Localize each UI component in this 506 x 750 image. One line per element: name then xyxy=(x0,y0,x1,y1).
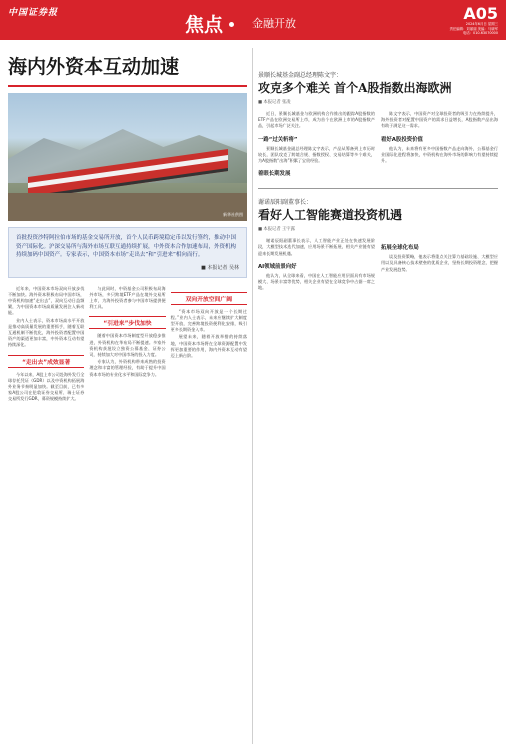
paragraph: 近年来，中国资本市场双向开放步伐不断加快。海外资本积极布局中国市场，中资机构加速“走出去”，双向互动日益频繁，为中国资本市场高质量发展注入新动能。 xyxy=(8,285,85,316)
lead-text: 首批投资沙特阿拉伯市场的基金交易所开放，首个人民币跨境稳定币以发行签约，推动中国资产国际化。沪深交易所与海外市场互联互通持续扩展，中外资本合作加速布局，外资机构持续加码中国资产。专家表示，中国资本市场“走出去”和“引进来”相向而行。 xyxy=(16,235,237,258)
section-heading: 双向开放空间广阔 xyxy=(171,292,247,305)
body-column xyxy=(89,286,165,404)
body-column xyxy=(381,238,498,292)
paragraph: 业内人士表示，资本市场高水平开放是推动高质量发展的重要抓手，随着互联互通机制不断优化，海外投资者配置中国资产的渠道更加丰富，中外资本互动有望持续深化。 xyxy=(8,317,85,348)
photo-credit: 新华社供图 xyxy=(223,212,243,217)
section-title xyxy=(185,10,240,37)
paragraph: 他认为，未来将有更多中国指数产品走向海外，公募基金行业国际化进程将加快，中资机构在海外市场的影响力有望持续提升。 xyxy=(381,145,498,164)
paragraph: 景顺长城基金副总经理陈文宇表示，产品从筹备到上市历时较长，团队攻克了跨境合规、指数授权、交易结算等多个难关，为A股指数“出海”积累了宝贵经验。 xyxy=(258,145,375,164)
railway-track xyxy=(8,193,247,221)
body-column xyxy=(258,111,375,180)
body-columns xyxy=(258,111,498,180)
body-column xyxy=(258,238,375,292)
header-meta-line: 电话：010-63070000 xyxy=(462,31,498,35)
paragraph: 专家认为，外资机构带来成熟的投资理念和丰富的管理经验，有助于提升中国资本市场的专业化水平和国际竞争力。 xyxy=(89,359,166,377)
article-subtitle: 谢诺辰阳副董事长： xyxy=(258,199,313,207)
page-number: A05 xyxy=(463,4,498,23)
paragraph: 今年以来，A股上市公司赴海外发行全球存托凭证（GDR）以及中资机构拓展海外业务节奏明显加快。截至目前，已有多家A股公司在伦敦证券交易所、瑞士证券交易所发行GDR，募资规模持续扩大。 xyxy=(8,371,85,402)
body-columns xyxy=(8,286,247,404)
page-header xyxy=(0,0,506,40)
section-heading: 看好A股投资价值 xyxy=(381,136,423,143)
right-column xyxy=(258,70,498,292)
paragraph: 谢诺辰阳副董事长表示，人工智能产业正处在快速发展阶段，大模型技术迭代加速，应用场景不断拓展，相关产业链有望迎来长期发展机遇。 xyxy=(258,238,375,256)
paragraph: 他认为，从全球来看，中国在人工智能应用层面具有市场规模大、场景丰富等优势，相关企业有望在全球竞争中占据一席之地。 xyxy=(258,272,375,291)
section-heading: 着眼长期发展 xyxy=(258,171,291,178)
right-article-1 xyxy=(258,70,498,180)
header-meta-line: 责任编辑：刘丽丽 美编：马晓军 xyxy=(449,26,498,31)
paragraph: 陈文宇表示，中国资产对全球投资者的吸引力在持续提升，海外投资者对配置中国资产的需求日益增长，A股指数产品出海有助于满足这一需求。 xyxy=(381,111,498,129)
paragraph: 与此同时，中资基金公司积极布局海外市场，多只跨境ETF产品在境外交易所上市，为海外投资者参与中国市场提供便利工具。 xyxy=(89,285,166,310)
paragraph: 展望未来，随着开放举措的持续落地，中国资本市场将在全球资源配置中发挥更加重要的作用，海内外资本互动有望迈上新台阶。 xyxy=(170,334,247,358)
headline: 海内外资本互动加速 xyxy=(8,50,247,87)
section-label: 焦点 xyxy=(185,14,224,36)
paragraph: “资本市场双向开放是一个长期过程。”业内人士表示，未来应继续扩大制度型开放，完善跨境投资便利化安排，吸引更多长期资金入市。 xyxy=(170,308,247,333)
bullet-dot-icon xyxy=(229,22,234,27)
section-heading: 一路“过关斩将” xyxy=(258,136,298,143)
section-heading: “走出去”成效显著 xyxy=(8,355,84,368)
byline: ■ 本报记者 张凌 xyxy=(258,100,291,105)
lead-box xyxy=(8,227,247,278)
section-heading: 拓展全球化布局 xyxy=(381,245,419,252)
subsection-title: 金融开放 xyxy=(252,17,296,30)
article-subtitle: 景顺长城基金副总经理陈文宇： xyxy=(258,72,343,79)
paragraph: 谈及投资策略，他表示将重点关注算力基础设施、大模型应用以及具备核心技术壁垒的优质企业，坚持长期投资理念，把握产业发展趋势。 xyxy=(381,254,498,272)
body-column xyxy=(381,111,498,180)
header-meta-line: 2024年6月日 星期三 xyxy=(465,22,498,26)
header-meta xyxy=(449,22,498,36)
left-article xyxy=(8,50,247,404)
train-photo xyxy=(8,93,247,221)
paragraph: 随着中国资本市场制度型开放稳步推进，外资机构在华布局不断提速。多家外资机构获批设立独资公募基金、证券公司，持续加大对中国市场的投入力度。 xyxy=(89,333,166,357)
section-heading: AI领域前景向好 xyxy=(258,263,297,270)
right-article-2 xyxy=(258,197,498,292)
column-divider xyxy=(252,48,253,744)
article-divider xyxy=(258,188,498,189)
section-heading: “引进来”步伐加快 xyxy=(89,316,165,329)
byline: ■ 本报记者 吴林 xyxy=(201,264,239,271)
article-title: 攻克多个难关 首个A股指数出海欧洲 xyxy=(258,81,452,95)
newspaper-logo: 中国证券报 xyxy=(8,8,59,18)
body-columns xyxy=(258,238,498,292)
body-column xyxy=(8,286,84,404)
article-title: 看好人工智能赛道投资机遇 xyxy=(258,208,403,223)
byline: ■ 本报记者 王宇露 xyxy=(258,227,295,233)
body-column xyxy=(171,286,247,404)
paragraph: 近日，景顺长城基金与欧洲机构合作推出的跟踪A股指数的ETF产品在欧洲交易所上市，成为首个在欧洲上市的A股指数产品，引起市场广泛关注。 xyxy=(258,111,375,129)
